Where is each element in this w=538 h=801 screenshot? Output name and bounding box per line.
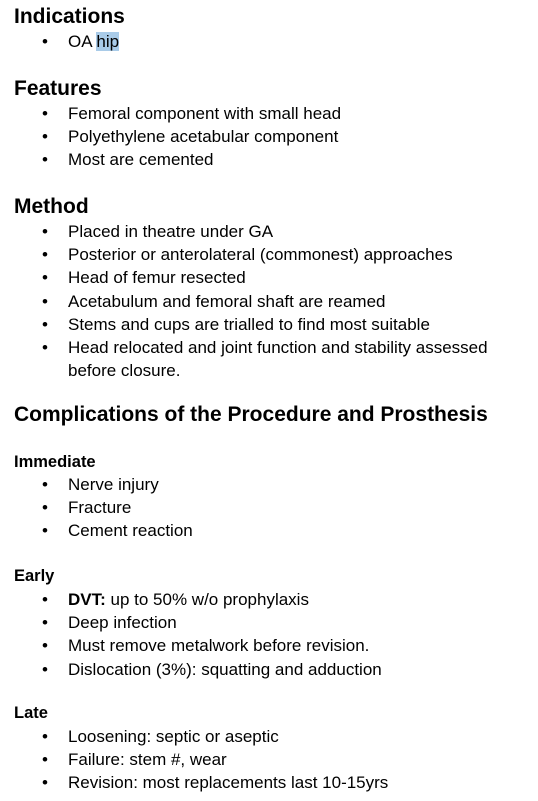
- heading-features: Features: [14, 77, 102, 100]
- list-item: [0, 266, 538, 289]
- list-item-text: Stems and cups are trialled to find most suitable: [68, 314, 430, 334]
- method-list: [0, 220, 538, 382]
- list-item-text: Posterior or anterolateral (commonest) approaches: [68, 245, 453, 265]
- list-item: [0, 519, 538, 542]
- list-item-text: Acetabulum and femoral shaft are reamed: [68, 291, 386, 311]
- list-item-text: Nerve injury: [68, 475, 159, 494]
- list-item: [0, 473, 538, 496]
- bullet-icon: •: [42, 314, 48, 334]
- bullet-icon: •: [42, 245, 48, 265]
- bullet-icon: •: [42, 659, 48, 679]
- bullet-icon: •: [42, 727, 48, 746]
- bullet-icon: •: [42, 127, 48, 147]
- list-item-text: Head of femur resected: [68, 268, 246, 288]
- list-item-text: Deep infection: [68, 613, 177, 633]
- bullet-icon: •: [42, 104, 48, 123]
- bullet-icon: •: [42, 32, 48, 51]
- late-list: [0, 725, 538, 795]
- list-item-text: OA: [68, 32, 97, 51]
- list-item: [0, 148, 538, 171]
- list-item: [0, 243, 538, 266]
- list-item-text: Fracture: [68, 498, 132, 518]
- list-item: [0, 313, 538, 336]
- indications-list: [0, 30, 538, 53]
- list-item-text: Head relocated and joint function and stability assessed before closure.: [68, 338, 488, 381]
- bullet-icon: •: [42, 590, 48, 609]
- list-item-text: Cement reaction: [68, 521, 193, 541]
- bullet-icon: •: [42, 268, 48, 288]
- list-item-text: Dislocation (3%): squatting and adduction: [68, 659, 382, 679]
- list-item: [0, 725, 538, 748]
- list-item: [0, 496, 538, 519]
- bullet-icon: •: [42, 521, 48, 541]
- list-item: [0, 102, 538, 125]
- list-item-text: up to 50% w/o prophylaxis: [105, 590, 309, 609]
- list-item: [0, 771, 538, 794]
- list-item: [0, 30, 538, 53]
- list-item: [0, 658, 538, 681]
- bullet-icon: •: [42, 150, 48, 170]
- list-item-text: Loosening: septic or aseptic: [68, 727, 279, 746]
- heading-complications: Complications of the Procedure and Prosthesis: [14, 403, 488, 426]
- list-item: [0, 125, 538, 148]
- bullet-icon: •: [42, 291, 48, 311]
- list-item-text: Must remove metalwork before revision.: [68, 636, 370, 656]
- bullet-icon: •: [42, 773, 48, 793]
- subheading-immediate: Immediate: [14, 453, 96, 471]
- bullet-icon: •: [42, 613, 48, 633]
- list-item: [0, 611, 538, 634]
- list-item: [0, 634, 538, 657]
- subheading-late: Late: [14, 704, 48, 722]
- bullet-icon: •: [42, 475, 48, 494]
- list-item-text: Femoral component with small head: [68, 104, 342, 123]
- early-list: [0, 588, 538, 681]
- heading-method: Method: [14, 195, 89, 218]
- list-item: [0, 220, 538, 243]
- heading-indications: Indications: [14, 5, 125, 28]
- list-item-text: Failure: stem #, wear: [68, 750, 227, 770]
- list-item: [0, 588, 538, 611]
- list-item-lead: DVT:: [68, 590, 106, 609]
- list-item: [0, 336, 538, 382]
- list-item: [0, 290, 538, 313]
- list-item-text: Revision: most replacements last 10-15yrs: [68, 773, 389, 793]
- subheading-early: Early: [14, 567, 55, 585]
- bullet-icon: •: [42, 750, 48, 770]
- bullet-icon: •: [42, 222, 48, 241]
- features-list: [0, 102, 538, 172]
- selected-text-highlight[interactable]: hip: [96, 32, 120, 51]
- immediate-list: [0, 473, 538, 543]
- list-item-text: Polyethylene acetabular component: [68, 127, 339, 147]
- list-item-text: Placed in theatre under GA: [68, 222, 274, 241]
- list-item: [0, 748, 538, 771]
- bullet-icon: •: [42, 498, 48, 518]
- bullet-icon: •: [42, 338, 48, 358]
- bullet-icon: •: [42, 636, 48, 656]
- list-item-text: Most are cemented: [68, 150, 214, 170]
